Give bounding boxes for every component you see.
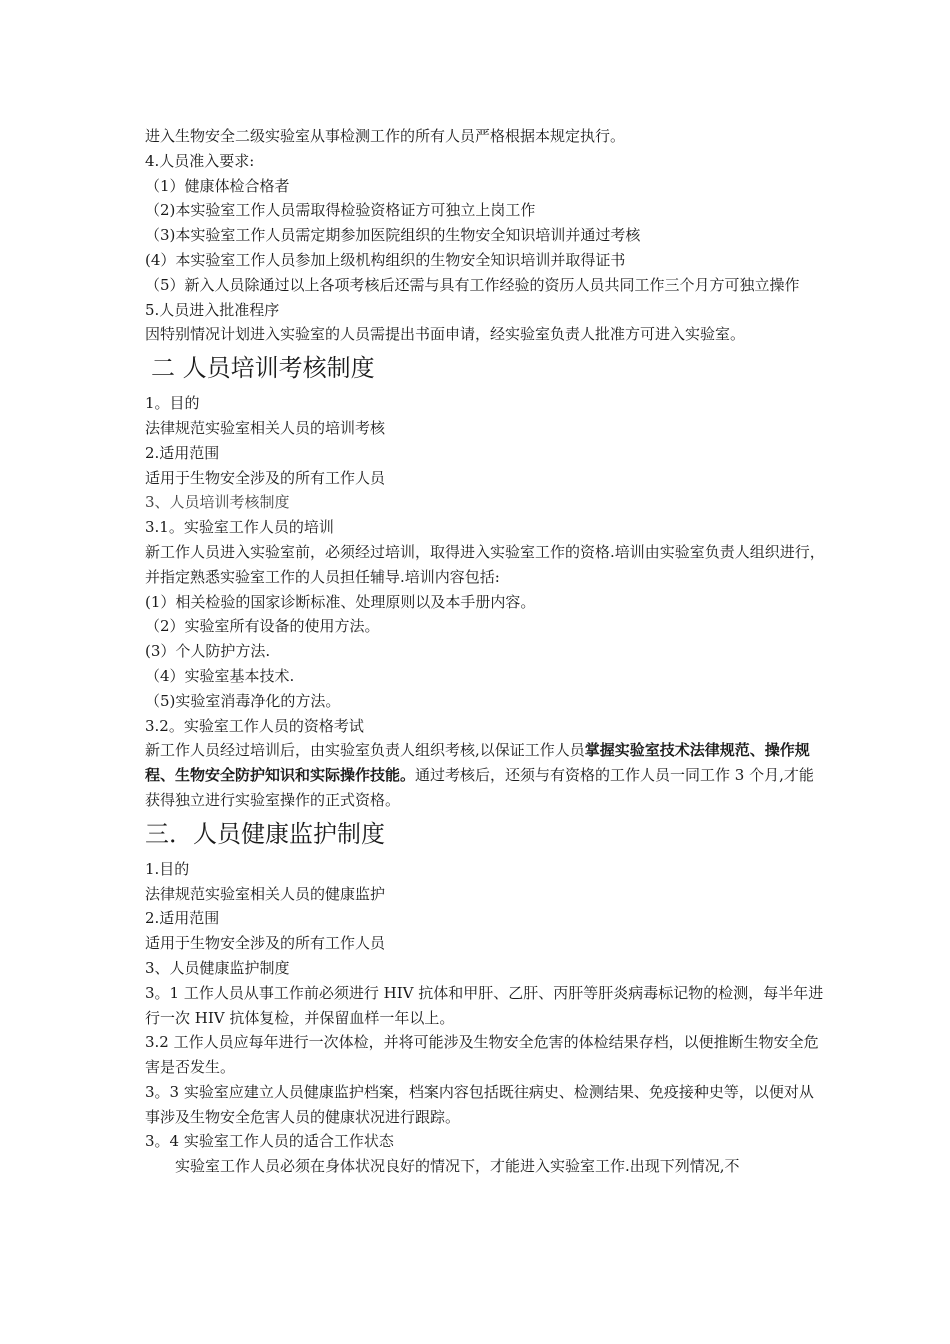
exam-text-before: 新工作人员经过培训后，由实验室负责人组织考核,以保证工作人员 bbox=[145, 741, 585, 760]
training-item: (1）相关检验的国家诊断标准、处理原则以及本手册内容。 bbox=[145, 592, 536, 611]
system-heading: 3、人员健康监护制度 bbox=[145, 958, 290, 977]
purpose-text: 法律规范实验室相关人员的培训考核 bbox=[145, 418, 386, 437]
training-item: （4）实验室基本技术. bbox=[145, 666, 295, 685]
document-page bbox=[145, 124, 825, 1179]
exam-heading: 3.2。实验室工作人员的资格考试 bbox=[145, 716, 364, 735]
training-heading: 3.1。实验室工作人员的培训 bbox=[145, 518, 334, 537]
training-item: （5)实验室消毒净化的方法。 bbox=[145, 691, 341, 710]
approval-heading: 5.人员进入批准程序 bbox=[145, 300, 280, 319]
paragraph-3-4-text: 实验室工作人员必须在身体状况良好的情况下，才能进入实验室工作.出现下列情况,不 bbox=[175, 1157, 740, 1176]
purpose-text: 法律规范实验室相关人员的健康监护 bbox=[145, 884, 386, 903]
exam-text bbox=[145, 738, 825, 812]
paragraph-3-1: 3。1 工作人员从事工作前必须进行 HIV 抗体和甲肝、乙肝、丙肝等肝炎病毒标记物的检测，每半年进行一次 HIV 抗体复检，并保留血样一年以上。 bbox=[145, 983, 824, 1027]
scope-text: 适用于生物安全涉及的所有工作人员 bbox=[145, 934, 386, 953]
section-title-health: 三．人员健康监护制度 bbox=[145, 819, 385, 848]
training-item: （2）实验室所有设备的使用方法。 bbox=[145, 617, 380, 636]
paragraph-3-3: 3。3 实验室应建立人员健康监护档案，档案内容包括既往病史、检测结果、免疫接种史等，以便对从事涉及生物安全危害人员的健康状况进行跟踪。 bbox=[145, 1082, 814, 1126]
requirement-item: (4）本实验室工作人员参加上级机构组织的生物安全知识培训并取得证书 bbox=[145, 250, 626, 269]
requirement-item: （2)本实验室工作人员需取得检验资格证方可独立上岗工作 bbox=[145, 201, 536, 220]
paragraph-3-2: 3.2 工作人员应每年进行一次体检，并将可能涉及生物安全危害的体检结果存档，以便推断生物安全危害是否发生。 bbox=[145, 1033, 819, 1077]
requirement-item: （1）健康体检合格者 bbox=[145, 176, 290, 195]
paragraph-3-4-heading: 3。4 实验室工作人员的适合工作状态 bbox=[145, 1132, 394, 1151]
scope-heading: 2.适用范围 bbox=[145, 443, 220, 462]
scope-heading: 2.适用范围 bbox=[145, 909, 220, 928]
training-text: 新工作人员进入实验室前，必须经过培训，取得进入实验室工作的资格.培训由实验室负责人组织进行，并指定熟悉实验室工作的人员担任辅导.培训内容包括: bbox=[145, 542, 825, 586]
admission-requirements-heading: 4.人员准入要求: bbox=[145, 151, 255, 170]
system-heading: 3、人员培训考核制度 bbox=[145, 493, 290, 512]
scope-intro: 进入生物安全二级实验室从事检测工作的所有人员严格根据本规定执行。 bbox=[145, 127, 626, 145]
approval-text: 因特别情况计划进入实验室的人员需提出书面申请，经实验室负责人批准方可进入实验室。 bbox=[145, 325, 746, 344]
exam-text-bold: 掌握实验室技术法律规范、操作规程、生物安全防护知识和实际操作技能。 bbox=[145, 741, 810, 785]
section-title-training: 二 人员培训考核制度 bbox=[151, 354, 375, 383]
training-item: (3）个人防护方法. bbox=[145, 642, 271, 661]
exam-text-after: 通过考核后，还须与有资格的工作人员一同工作 3 个月,才能获得独立进行实验室操作的正式资格。 bbox=[145, 766, 814, 809]
purpose-heading: 1。目的 bbox=[145, 394, 200, 413]
requirement-item: （5）新入人员除通过以上各项考核后还需与具有工作经验的资历人员共同工作三个月方可独立操作 bbox=[145, 275, 800, 294]
purpose-heading: 1.目的 bbox=[145, 859, 190, 878]
requirement-item: （3)本实验室工作人员需定期参加医院组织的生物安全知识培训并通过考核 bbox=[145, 226, 641, 245]
scope-text: 适用于生物安全涉及的所有工作人员 bbox=[145, 468, 386, 487]
